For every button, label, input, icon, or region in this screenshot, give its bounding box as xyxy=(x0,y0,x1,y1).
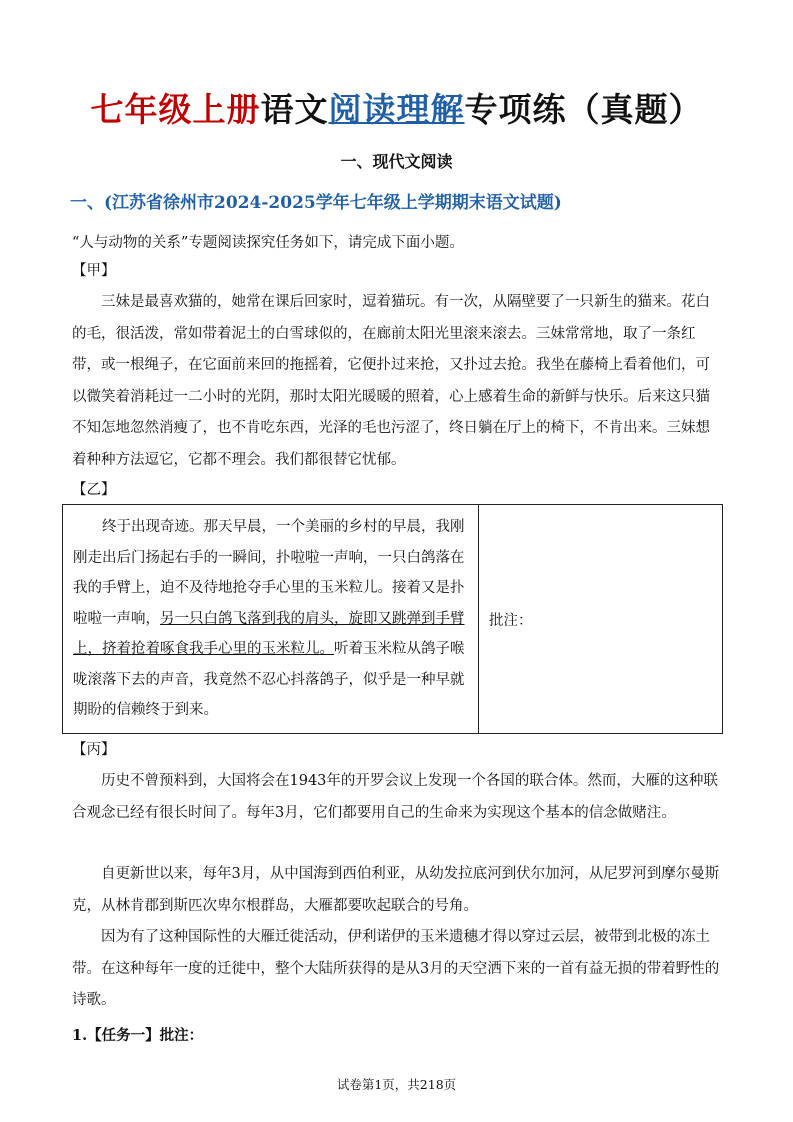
question-heading: 一、(江苏省徐州市2024-2025学年七年级上学期期末语文试题) xyxy=(70,193,562,213)
intro-text: “人与动物的关系”专题阅读探究任务如下，请完成下面小题。 xyxy=(72,235,464,251)
yi-note-cell[interactable] xyxy=(479,505,723,734)
title-subject: 语文 xyxy=(260,90,329,129)
bing-paragraph-1: 历史不曾预料到，大国将会在1943年的开罗会议上发现一个各国的联合体。然而，大雁的这种联合观念已经有很长时间了。每年3月，它们都要用自己的生命来为实现这个基本的信念做赌注。 xyxy=(72,773,718,821)
yi-text-underlined: 另一只白鸽飞落到我的肩头，旋即又跳弹到手臂上，挤着抢着啄食我手心里的玉米粒儿。 xyxy=(73,610,465,658)
page-footer: 试卷第1页，共218页 xyxy=(336,1077,457,1092)
task-one-heading: 1.【任务一】批注： xyxy=(72,1027,204,1044)
yi-annotation-table xyxy=(62,504,723,734)
yi-label: 【乙】 xyxy=(72,482,116,498)
bing-paragraph-2: 自更新世以来，每年3月，从中国海到西伯利亚，从幼发拉底河到伏尔加河，从尼罗河到摩尔曼斯克，从林肯郡到斯匹次卑尔根群岛，大雁都要吹起联合的号角。 xyxy=(72,866,720,914)
section-heading: 一、现代文阅读 xyxy=(340,152,453,171)
jia-label: 【甲】 xyxy=(72,263,116,279)
title-suffix: 专项练（真题） xyxy=(464,90,703,129)
bing-label: 【丙】 xyxy=(72,742,116,758)
bing-paragraph-3: 因为有了这种国际性的大雁迁徙活动，伊利诺伊的玉米遗穗才得以穿过云层，被带到北极的冻土带。在这种每年一度的迁徙中，整个大陆所获得的是从3月的天空洒下来的一首有益无损的带着野性的诗歌。 xyxy=(72,929,720,1008)
yi-text-after: 听着玉米粒从鸽子喉咙滚落下去的声音，我竟然不忍心抖落鸽子，似乎是一种早就期盼的信赖终于到来。 xyxy=(73,641,465,719)
yi-note-label: 批注： xyxy=(489,612,533,629)
title-grade: 七年级上册 xyxy=(90,90,261,129)
jia-paragraph: 三妹是最喜欢猫的，她常在课后回家时，逗着猫玩。有一次，从隔壁要了一只新生的猫来。花白的毛，很活泼，常如带着泥土的白雪球似的，在廊前太阳光里滚来滚去。三妹常常地，取了一条红带，或一根绳子，在它面前来回的拖摇着，它便扑过来抢，又扑过去抢。我坐在藤椅上看着他们，可以微笑着消耗过一二小时的光阴，那时太阳光暖暖的照着，心上感着生命的新鲜与快乐。后来这只猫不知怎地忽然消瘦了，也不肯吃东西，光泽的毛也污涩了，终日躺在厅上的椅下，不肯出来。三妹想着种种方法逗它，它都不理会。我们都很替它忧郁。 xyxy=(72,294,710,468)
document-title xyxy=(0,88,793,132)
yi-text-before: 终于出现奇迹。那天早晨，一个美丽的乡村的早晨，我刚刚走出后门扬起右手的一瞬间，扑啦啦一声响，一只白鸽落在我的手臂上，迫不及待地抢夺手心里的玉米粒儿。接着又是扑啦啦一声响， xyxy=(73,519,465,627)
title-link[interactable]: 阅读理解 xyxy=(328,90,465,129)
yi-passage-cell xyxy=(63,505,479,734)
